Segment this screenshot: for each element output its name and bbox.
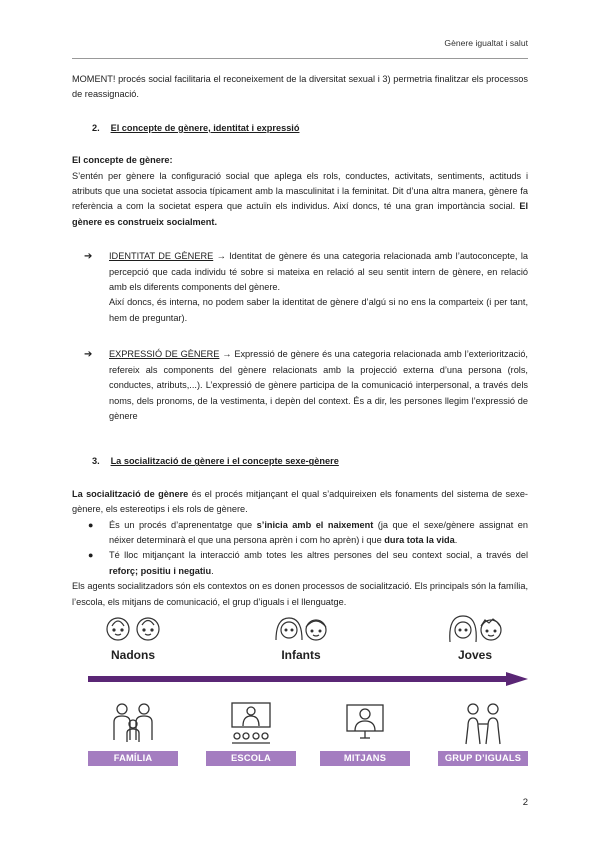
socialization-paragraph [72,487,528,518]
section-2-number: 2. [92,122,100,133]
agent-peer-group [438,700,528,766]
peer-group-icon [460,700,506,746]
agents-paragraph: Els agents socialitzadors són els contextos on es donen processos de socialització. Els principals són la família, l’escola, els mitjans de comunicació, el grup d’iguals i el llenguatge. [72,581,528,607]
stage-children [256,612,346,662]
identity-extra: Així doncs, és interna, no podem saber la identitat de gènere d’algú si no ens la comparteix (i per tant, hem de preguntar). [109,297,528,323]
bullet-text: (ja que el sexe/gènere assignat en néixer determinarà el que una persona aprèn i com ho aprèn) i que [109,519,529,545]
gender-concept-subheading: El concepte de gènere: [72,155,173,166]
identity-definition: → Identitat de gènere és una categoria relacionada amb l’autoconcepte, la percepció que cada individu té sobre si mateixa en relació al seu sentit intern de gènere, en relació amb els diferents components del gènere. [109,251,528,293]
section-3-heading [72,454,528,469]
media-icon [342,700,388,746]
section-2-heading [72,121,528,136]
bullet-text: Té lloc mitjançant la interacció amb totes les altres persones del seu context social, a través del [109,550,528,561]
expression-definition: → Expressió de gènere és una categoria relacionada amb l’exteriorització, refereix als components del gènere relacionats amb la projecció externa d’una persona (rols, conductes, atributs,...). L’expressió de gènere participa de la comunicació interpersonal, a través dels noms, dels pronoms, de la vestimenta, i depèn del context. És a dir, les persones llegim l’expressió de gènere [109,349,528,421]
bullet-bold: s’inicia amb el naixement [256,519,374,530]
stage-youth [430,612,520,662]
agent-label: FAMÍLIA [88,751,178,766]
agent-family [88,700,178,766]
gender-concept-paragraph [72,169,528,231]
timeline-arrow [88,672,528,686]
page-number: 2 [522,797,528,808]
stage-label: Nadons [110,648,155,662]
agent-school [206,700,296,766]
babies-icon [88,612,178,646]
bullet-text: . [454,534,458,545]
gender-concept-text: S’entén per gènere la configuració social que aplega els rols, conductes, activitats, sentiments, actituds i atributs que una societat associa típicament amb la masculinitat i la feminitat. Dit d’una altra manera, gènere fa referència a com la societat espera que actuïn els individus. Així doncs, té una gran importància social. [72,170,528,212]
children-icon [256,612,346,646]
stage-babies [88,612,178,662]
arrow-right-icon: ➔ [84,251,93,263]
agent-label: GRUP D’IGUALS [438,751,528,766]
arrow-right-icon: ➔ [84,349,93,361]
bullet-item [72,548,528,579]
section-3-title: La socialització de gènere i el concepte sexe-gènere [110,456,339,467]
document-body [72,72,528,610]
family-icon [110,700,156,746]
expression-item [72,347,528,424]
bullet-item [72,518,528,549]
agent-media [320,700,410,766]
socialization-figure [88,612,528,772]
gender-concept-bold: El gènere es construeix socialment. [72,201,528,227]
bullet-bold: dura tota la vida [384,534,455,545]
stage-label: Joves [457,648,493,662]
agent-label: MITJANS [320,751,410,766]
section-3-number: 3. [92,456,100,467]
socialization-bold: La socialització de gènere [72,488,189,499]
expression-term: EXPRESSIÓ DE GÈNERE [109,349,220,360]
school-icon [228,700,274,746]
header-title: Gènere igualtat i salut [444,38,528,48]
identity-term: IDENTITAT DE GÈNERE [109,251,214,262]
bullet-icon: ● [88,550,94,561]
youth-icon [430,612,520,646]
stage-label: Infants [281,648,321,662]
socialization-text: és el procés mitjançant el qual s’adquireixen els fonaments del sistema de sexe-gènere, els estereotips i els rols de gènere. [72,488,528,515]
bullet-text: És un procés d’aprenentatge que [109,519,257,530]
identity-item [72,249,528,326]
intro-paragraph: MOMENT! procés social facilitaria el reconeixement de la diversitat sexual i 3) permetria finalitzar els processos de reassignació. [72,74,528,100]
bullet-icon: ● [88,519,94,530]
header-rule [72,58,528,59]
bullet-text: . [211,565,214,576]
agent-label: ESCOLA [206,751,296,766]
bullet-bold: reforç; positiu i negatiu [109,565,212,576]
section-2-title: El concepte de gènere, identitat i expressió [110,122,300,133]
